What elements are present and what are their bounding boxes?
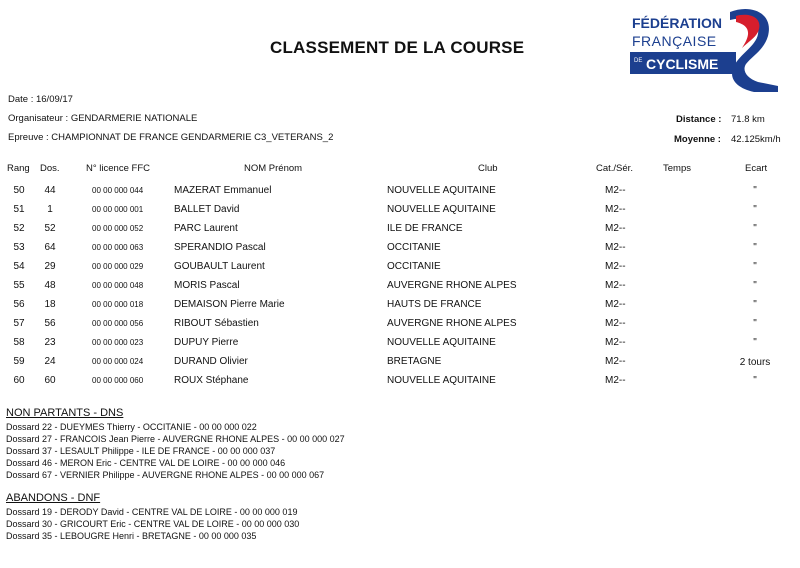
cell-ecart: " — [753, 261, 757, 272]
table-row — [0, 337, 800, 356]
cell-nom: RIBOUT Sébastien — [174, 318, 259, 329]
cell-cat: M2-- — [605, 204, 626, 215]
cell-nom: ROUX Stéphane — [174, 375, 249, 386]
cell-club: NOUVELLE AQUITAINE — [387, 204, 496, 215]
cell-nom: DUPUY Pierre — [174, 337, 239, 348]
cell-nom: DURAND Olivier — [174, 356, 248, 367]
cell-rang: 58 — [13, 337, 25, 348]
table-row — [0, 299, 800, 318]
dnf-item: Dossard 19 - DERODY David - CENTRE VAL DE LOIRE - 00 00 000 019 — [6, 507, 298, 517]
table-row — [0, 280, 800, 299]
dns-item: Dossard 67 - VERNIER Philippe - AUVERGNE RHONE ALPES - 00 00 000 067 — [6, 470, 325, 480]
cell-licence: 00 00 000 001 — [92, 205, 144, 214]
table-row — [0, 356, 800, 375]
cell-ecart: " — [753, 242, 757, 253]
epreuve-label: Epreuve : CHAMPIONNAT DE FRANCE GENDARMERIE C3_VETERANS_2 — [8, 132, 334, 143]
dns-item: Dossard 46 - MERON Eric - CENTRE VAL DE LOIRE - 00 00 000 046 — [6, 458, 286, 468]
cell-rang: 50 — [13, 185, 25, 196]
cell-cat: M2-- — [605, 261, 626, 272]
cell-club: ILE DE FRANCE — [387, 223, 463, 234]
ffc-logo — [618, 6, 780, 92]
cell-nom: MORIS Pascal — [174, 280, 240, 291]
dns-item: Dossard 22 - DUEYMES Thierry - OCCITANIE - 00 00 000 022 — [6, 422, 257, 432]
header-club: Club — [478, 163, 498, 174]
cell-dos: 24 — [44, 356, 56, 367]
cell-nom: DEMAISON Pierre Marie — [174, 299, 285, 310]
cell-rang: 57 — [13, 318, 25, 329]
cell-licence: 00 00 000 029 — [92, 262, 144, 271]
date-label: Date : 16/09/17 — [8, 94, 73, 105]
cell-licence: 00 00 000 060 — [92, 376, 144, 385]
cell-dos: 1 — [47, 204, 53, 215]
cell-rang: 55 — [13, 280, 25, 291]
cell-dos: 23 — [44, 337, 56, 348]
dnf-item: Dossard 30 - GRICOURT Eric - CENTRE VAL DE LOIRE - 00 00 000 030 — [6, 519, 300, 529]
cell-nom: MAZERAT Emmanuel — [174, 185, 272, 196]
dns-title: NON PARTANTS - DNS — [6, 407, 124, 419]
cell-nom: BALLET David — [174, 204, 240, 215]
cell-licence: 00 00 000 056 — [92, 319, 144, 328]
cell-dos: 52 — [44, 223, 56, 234]
cell-dos: 18 — [44, 299, 56, 310]
logo-line1: FÉDÉRATION — [632, 15, 722, 31]
header-licence: N° licence FFC — [86, 163, 150, 174]
cell-rang: 51 — [13, 204, 25, 215]
logo-line3: CYCLISME — [646, 56, 719, 72]
logo-line2: FRANÇAISE — [632, 33, 717, 49]
table-row — [0, 318, 800, 337]
moyenne-label: Moyenne : — [674, 134, 721, 145]
cell-cat: M2-- — [605, 356, 626, 367]
header-nom: NOM Prénom — [244, 163, 303, 174]
cell-rang: 56 — [13, 299, 25, 310]
cell-cat: M2-- — [605, 223, 626, 234]
cell-licence: 00 00 000 023 — [92, 338, 144, 347]
cell-cat: M2-- — [605, 337, 626, 348]
cell-licence: 00 00 000 048 — [92, 281, 144, 290]
dns-item: Dossard 37 - LESAULT Philippe - ILE DE FRANCE - 00 00 000 037 — [6, 446, 276, 456]
cell-dos: 44 — [44, 185, 56, 196]
cell-dos: 29 — [44, 261, 56, 272]
ffc-logo-graphic — [618, 6, 780, 92]
cell-nom: GOUBAULT Laurent — [174, 261, 265, 272]
cell-rang: 53 — [13, 242, 25, 253]
cell-ecart: " — [753, 204, 757, 215]
cell-ecart: " — [753, 185, 757, 196]
cell-club: BRETAGNE — [387, 356, 442, 367]
cell-ecart: " — [753, 299, 757, 310]
cell-cat: M2-- — [605, 242, 626, 253]
cell-licence: 00 00 000 018 — [92, 300, 144, 309]
header-cat: Cat./Sér. — [596, 163, 633, 174]
cell-cat: M2-- — [605, 280, 626, 291]
dnf-item: Dossard 35 - LEBOUGRE Henri - BRETAGNE - 00 00 000 035 — [6, 531, 257, 541]
cell-dos: 60 — [44, 375, 56, 386]
cell-rang: 54 — [13, 261, 25, 272]
table-row — [0, 242, 800, 261]
cell-club: HAUTS DE FRANCE — [387, 299, 482, 310]
table-row — [0, 223, 800, 242]
cell-cat: M2-- — [605, 299, 626, 310]
cell-cat: M2-- — [605, 318, 626, 329]
cell-dos: 48 — [44, 280, 56, 291]
header-temps: Temps — [663, 163, 691, 174]
page-title: CLASSEMENT DE LA COURSE — [270, 38, 525, 57]
header-dos: Dos. — [40, 163, 60, 174]
cell-licence: 00 00 000 044 — [92, 186, 144, 195]
cell-cat: M2-- — [605, 375, 626, 386]
cell-rang: 59 — [13, 356, 25, 367]
logo-line3-small: DE — [634, 58, 643, 64]
table-row — [0, 261, 800, 280]
cell-club: OCCITANIE — [387, 261, 441, 272]
moyenne-value: 42.125km/h — [731, 134, 781, 145]
dns-item: Dossard 27 - FRANCOIS Jean Pierre - AUVERGNE RHONE ALPES - 00 00 000 027 — [6, 434, 345, 444]
cell-ecart: " — [753, 337, 757, 348]
cell-ecart: 2 tours — [739, 357, 771, 368]
cell-licence: 00 00 000 052 — [92, 224, 144, 233]
header-rang: Rang — [7, 163, 30, 174]
cell-nom: PARC Laurent — [174, 223, 238, 234]
cell-ecart: " — [753, 280, 757, 291]
cell-club: AUVERGNE RHONE ALPES — [387, 318, 517, 329]
cell-club: NOUVELLE AQUITAINE — [387, 185, 496, 196]
distance-label: Distance : — [676, 114, 722, 125]
cell-ecart: " — [753, 223, 757, 234]
cell-rang: 60 — [13, 375, 25, 386]
cell-club: NOUVELLE AQUITAINE — [387, 337, 496, 348]
cell-rang: 52 — [13, 223, 25, 234]
cell-dos: 56 — [44, 318, 56, 329]
cell-club: OCCITANIE — [387, 242, 441, 253]
cell-licence: 00 00 000 024 — [92, 357, 144, 366]
cell-licence: 00 00 000 063 — [92, 243, 144, 252]
table-row — [0, 204, 800, 223]
cell-ecart: " — [753, 318, 757, 329]
cell-dos: 64 — [44, 242, 56, 253]
table-row — [0, 185, 800, 204]
cell-club: NOUVELLE AQUITAINE — [387, 375, 496, 386]
cell-nom: SPERANDIO Pascal — [174, 242, 266, 253]
cell-ecart: " — [753, 375, 757, 386]
header-ecart: Ecart — [745, 163, 768, 174]
dnf-title: ABANDONS - DNF — [6, 492, 101, 504]
cell-club: AUVERGNE RHONE ALPES — [387, 280, 517, 291]
cell-cat: M2-- — [605, 185, 626, 196]
distance-value: 71.8 km — [731, 114, 765, 125]
organisateur-label: Organisateur : GENDARMERIE NATIONALE — [8, 113, 198, 124]
table-row — [0, 375, 800, 394]
